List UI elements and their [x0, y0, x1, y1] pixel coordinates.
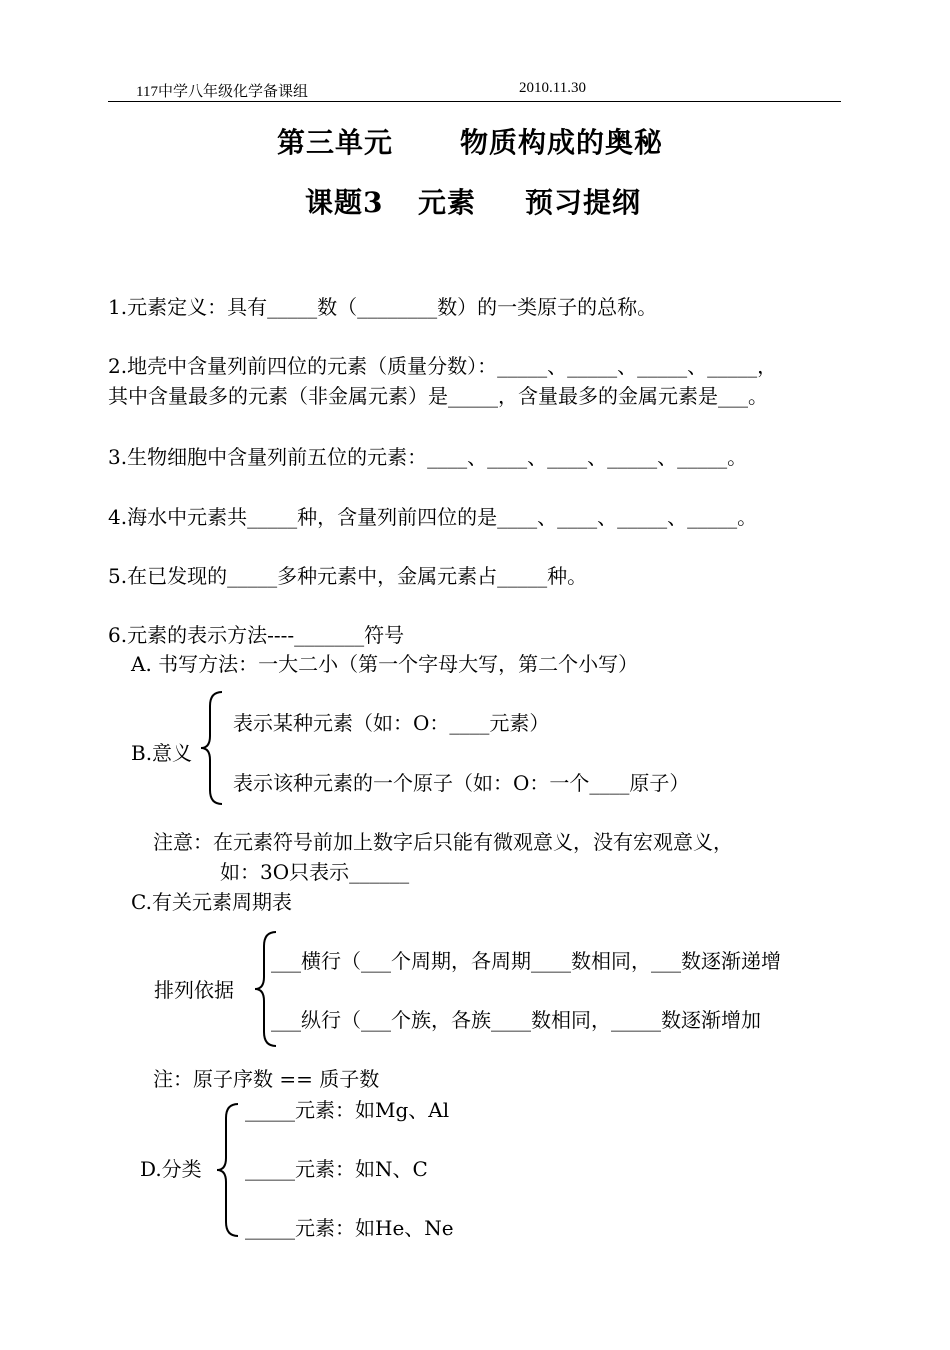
classification-item-nonmetal: _____元素：如N、C: [245, 1157, 428, 1181]
header-group: 117中学八年级化学备课组: [136, 84, 308, 100]
lesson-outline: 预习提纲: [525, 186, 642, 219]
unit-subtitle: 物质构成的奥秘: [460, 126, 664, 159]
classification-item-metal: _____元素：如Mg、Al: [245, 1098, 450, 1122]
question-5: 5.在已发现的_____多种元素中，金属元素占_____种。: [108, 564, 588, 588]
classification-label: D.分类: [140, 1157, 202, 1181]
arrangement-column: ___纵行（___个族，各族____数相同，_____数逐渐增加: [271, 1008, 761, 1032]
question-3: 3.生物细胞中含量列前五位的元素：____、____、____、_____、_____。: [108, 445, 748, 469]
question-2-line2: 其中含量最多的元素（非金属元素）是_____，含量最多的金属元素是___。: [108, 384, 768, 408]
header-date: 2010.11.30: [519, 80, 586, 96]
meaning-item-2: 表示该种元素的一个原子（如：O：一个____原子）: [233, 771, 690, 795]
question-6a: A. 书写方法：一大二小（第一个字母大写，第二个小写）: [131, 652, 639, 676]
note-line1: 注意：在元素符号前加上数字后只能有微观意义，没有宏观意义，: [153, 830, 733, 854]
question-1: 1.元素定义：具有_____数（________数）的一类原子的总称。: [108, 295, 658, 319]
periodic-table-heading: C.有关元素周期表: [131, 890, 292, 914]
question-6-heading: 6.元素的表示方法----_______符号: [108, 623, 405, 647]
lesson-number: 课题3: [305, 186, 384, 219]
arrangement-label: 排列依据: [154, 978, 234, 1002]
meaning-item-1: 表示某种元素（如：O：____元素）: [233, 711, 550, 735]
unit-title: 第三单元: [277, 126, 394, 159]
meaning-label: B.意义: [131, 741, 193, 765]
note-line2: 如：3O只表示______: [220, 860, 410, 884]
question-4: 4.海水中元素共_____种，含量列前四位的是____、____、_____、_____。: [108, 505, 758, 529]
question-2-line1: 2.地壳中含量列前四位的元素（质量分数）：_____、_____、_____、_____，: [108, 354, 778, 378]
classification-brace: [214, 1102, 242, 1238]
atomic-number-note: 注：原子序数 == 质子数: [153, 1067, 380, 1091]
arrangement-row: ___横行（___个周期，各周期____数相同，___数逐渐递增: [271, 949, 781, 973]
meaning-brace: [198, 690, 226, 806]
header-rule: [108, 101, 841, 102]
classification-item-noble: _____元素：如He、Ne: [245, 1216, 454, 1240]
lesson-topic: 元素: [418, 186, 477, 219]
